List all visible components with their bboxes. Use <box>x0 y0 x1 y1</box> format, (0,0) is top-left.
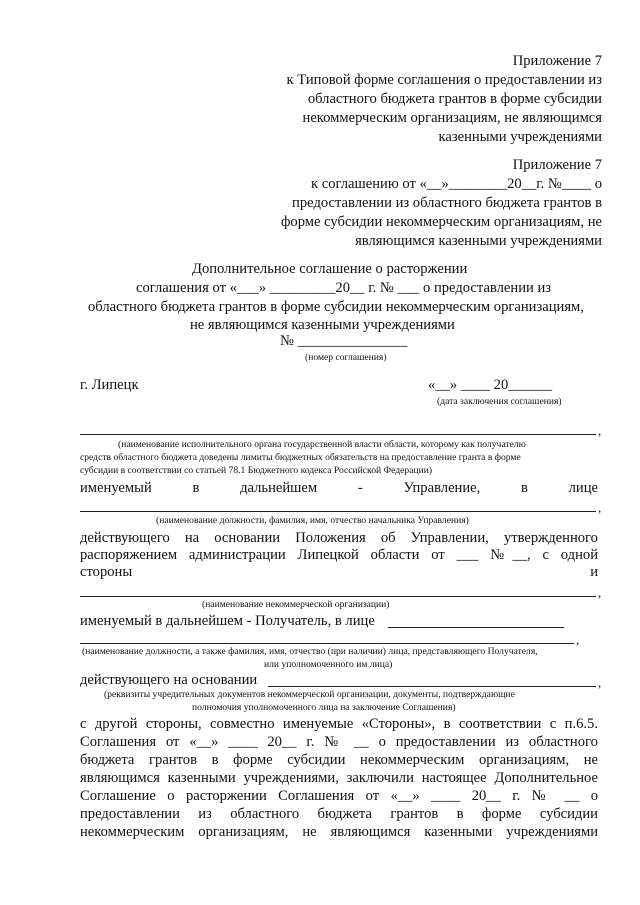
city-label: г. Липецк <box>80 377 139 393</box>
title-line-1: Дополнительное соглашение о расторжении <box>192 261 468 277</box>
executive-body-fill-line[interactable] <box>80 434 596 435</box>
word: грантов <box>149 752 197 768</box>
word: от <box>365 788 380 804</box>
word: учреждениями, <box>243 770 339 786</box>
word: г. <box>306 734 315 750</box>
word: бюджета <box>317 806 372 822</box>
word: области <box>370 547 420 563</box>
acting-basis-line: действующего на основании <box>80 672 258 688</box>
title-line-3: областного бюджета грантов в форме субсидии некоммерческим организациям, <box>88 299 584 315</box>
word: казенными <box>167 770 236 786</box>
organization-fill-line[interactable] <box>80 596 596 597</box>
word: __ <box>564 788 580 804</box>
word: Положения <box>295 530 366 546</box>
word: «__» <box>189 734 219 750</box>
word: именуемый <box>80 480 152 496</box>
word: предоставлении <box>395 734 496 750</box>
final-line-2 <box>80 735 598 750</box>
word: форме <box>481 806 522 822</box>
word: Соглашения <box>80 734 157 750</box>
agreement-number-field[interactable]: № _______________ <box>280 333 408 349</box>
word: лице <box>568 480 599 496</box>
appendix-1-line-3: областного бюджета грантов в форме субсидии <box>307 91 602 107</box>
word: расторжении <box>185 788 267 804</box>
agreement-date-field[interactable]: «__» ____ 20______ <box>428 377 553 393</box>
appendix-2-line-3: предоставлении из областного бюджета грантов в <box>292 195 602 211</box>
word: п.6.5. <box>564 716 598 732</box>
documents-caption-2: полномочия уполномоченного лица на заключение Соглашения) <box>192 702 456 713</box>
word: некоммерческим <box>360 752 465 768</box>
word: являющимся <box>330 824 411 840</box>
word: в <box>521 480 528 496</box>
title-line-2: соглашения от «___» _________20__ г. № ___ о предоставлении из <box>136 280 552 296</box>
word: и <box>590 564 598 580</box>
comma-mark: , <box>598 500 602 515</box>
word: Соглашения <box>278 788 355 804</box>
word: именуемые <box>282 716 354 732</box>
word: организациям, <box>198 824 289 840</box>
word: о <box>590 788 598 804</box>
word: № <box>531 788 554 804</box>
word: Дополнительное <box>494 770 598 786</box>
word: в <box>456 806 464 822</box>
recipient-position-fill-line[interactable] <box>80 643 574 644</box>
word: бюджета <box>80 752 135 768</box>
recipient-line: именуемый в дальнейшем - Получатель, в лице <box>80 613 375 629</box>
word: о <box>167 788 175 804</box>
word: стороны <box>80 564 133 580</box>
word: форме <box>233 752 273 768</box>
word: областного <box>528 734 598 750</box>
acting-basis-fill-line[interactable] <box>268 686 596 687</box>
final-line-4 <box>80 771 598 786</box>
word: учреждениями <box>506 824 599 840</box>
word: предоставлении <box>80 806 180 822</box>
word: субсидии <box>539 806 598 822</box>
word: настоящее <box>421 770 487 786</box>
word: организациям, <box>478 752 570 768</box>
word: на <box>184 530 200 546</box>
word: утвержденного <box>503 530 598 546</box>
title-line-4: не являющимся казенными учреждениями <box>190 317 455 333</box>
word: о <box>378 734 386 750</box>
basis-line-1 <box>80 531 598 546</box>
word: с <box>542 547 549 563</box>
word: соответствии <box>458 716 542 732</box>
executive-body-caption-3: субсидии в соответствии со статьей 78.1 Бюджетного кодекса Российской Федерации) <box>80 465 433 476</box>
word: заключили <box>346 770 414 786</box>
word: администрации <box>188 547 286 563</box>
appendix-1-line-4: некоммерческим организациям, не являющимся <box>302 110 602 126</box>
word: - <box>357 480 363 496</box>
appendix-1-line-5: казенными учреждениями <box>438 129 602 145</box>
word: некоммерческим <box>80 824 185 840</box>
executive-body-caption-2: средств областного бюджета доведены лимиты бюджетных обязательств на предоставление гранта в форме <box>80 452 521 463</box>
word: 20__ <box>471 788 501 804</box>
appendix-2-line-4: форме субсидии некоммерческим организациям, не <box>280 214 602 230</box>
word: ___ <box>456 547 479 563</box>
word: распоряжением <box>80 547 178 563</box>
word: не <box>302 824 317 840</box>
head-of-department-fill-line[interactable] <box>80 511 596 512</box>
word: __ <box>354 734 369 750</box>
word: Липецкой <box>297 547 359 563</box>
basis-line-3 <box>80 565 598 580</box>
word: в <box>192 480 200 496</box>
word: основании <box>214 530 281 546</box>
word: являющимся <box>80 770 160 786</box>
named-row <box>80 481 598 496</box>
recipient-person-fill-line[interactable] <box>388 627 564 628</box>
appendix-2-line-2: к соглашению от «__»________20__г. №____ о <box>311 176 602 192</box>
agreement-date-caption: (дата заключения соглашения) <box>437 396 562 407</box>
word: не <box>583 752 599 768</box>
word: в <box>211 752 219 768</box>
comma-mark: , <box>598 423 602 438</box>
word: Соглашение <box>80 788 156 804</box>
recipient-caption-2: или уполномоченного им лица) <box>264 659 393 670</box>
word: областного <box>230 806 300 822</box>
word: от <box>431 547 445 563</box>
comma-mark: , <box>598 585 602 600</box>
word: № <box>324 734 345 750</box>
appendix-2-line-1: Приложение 7 <box>512 157 602 173</box>
final-line-5 <box>80 789 598 804</box>
head-of-department-caption: (наименование должности, фамилия, имя, отчество начальника Управления) <box>156 515 469 526</box>
word: в <box>443 716 451 732</box>
comma-mark: , <box>598 675 602 690</box>
word: ____ <box>228 734 258 750</box>
word: казенными <box>424 824 493 840</box>
appendix-1-line-1: Приложение 7 <box>512 53 602 69</box>
executive-body-caption-1: (наименование исполнительного органа государственной власти области, которому как получателю <box>118 439 526 450</box>
word: с <box>80 716 87 732</box>
word: г. <box>512 788 521 804</box>
word: ____ <box>431 788 461 804</box>
word: «__» <box>390 788 420 804</box>
appendix-1-line-2: к Типовой форме соглашения о предоставлении из <box>286 72 602 88</box>
word: совместно <box>210 716 275 732</box>
agreement-number-caption: (номер соглашения) <box>305 352 387 363</box>
appendix-2-line-5: являющимся казенными учреждениями <box>355 233 602 249</box>
word: Управление, <box>403 480 481 496</box>
word: от <box>165 734 180 750</box>
word: Управлении, <box>410 530 489 546</box>
word: действующего <box>80 530 170 546</box>
final-line-6 <box>80 807 598 822</box>
word: об <box>380 530 396 546</box>
word: из <box>198 806 212 822</box>
word: 20__ <box>267 734 297 750</box>
word: с <box>549 716 557 732</box>
word: из <box>505 734 520 750</box>
final-line-1 <box>80 717 598 732</box>
word: грантов <box>390 806 439 822</box>
word: дальнейшем <box>240 480 318 496</box>
word: стороны, <box>145 716 202 732</box>
word: субсидии <box>287 752 346 768</box>
word: одной <box>560 547 598 563</box>
basis-line-2 <box>80 548 598 563</box>
documents-caption-1: (реквизиты учредительных документов некоммерческой организации, документы, подтверждающие <box>104 689 515 700</box>
recipient-caption-1: (наименование должности, а также фамилия, имя, отчество (при наличии) лица, представляющего Получателя, <box>82 646 538 657</box>
word: №__, <box>490 547 531 563</box>
comma-mark: , <box>576 632 580 647</box>
organization-caption: (наименование некоммерческой организации) <box>202 599 390 610</box>
word: «Стороны», <box>361 716 436 732</box>
word: другой <box>94 716 138 732</box>
final-line-7 <box>80 825 598 840</box>
final-line-3 <box>80 753 598 768</box>
